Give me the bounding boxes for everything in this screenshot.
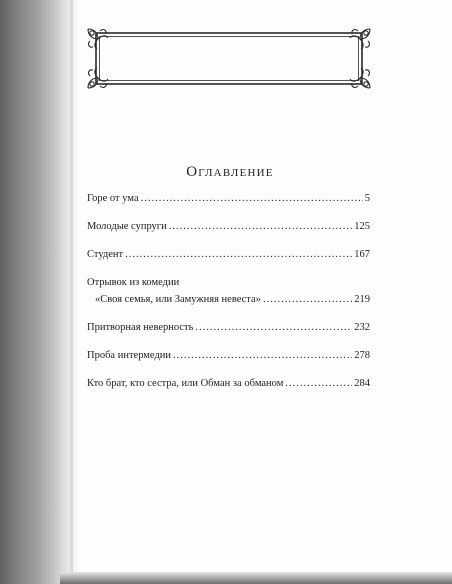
toc-entry-pritvornaya-nevernost[interactable]	[87, 321, 370, 334]
toc-entry-subtitle: «Своя семья, или Замужняя невеста»	[95, 294, 261, 305]
page-gutter-edge	[70, 0, 73, 584]
toc-entry-otryvok-iz-komedii[interactable]	[87, 276, 370, 306]
toc-entry-title: Молодые супруги	[87, 221, 167, 232]
toc-entry-page: 125	[354, 221, 370, 232]
toc-entry-title: Кто брат, кто сестра, или Обман за обманом	[87, 378, 284, 389]
toc-dot-leader	[141, 192, 363, 205]
toc-entry-title: Студент	[87, 249, 124, 260]
page-bottom-edge	[60, 572, 452, 584]
toc-entry-kto-brat-kto-sestra[interactable]	[87, 377, 370, 390]
page-gutter-shadow	[0, 0, 78, 584]
toc-dot-leader	[285, 377, 352, 390]
toc-entry-page: 278	[354, 350, 370, 361]
toc-entry-page: 232	[354, 322, 370, 333]
toc-entry-molodye-suprugi[interactable]	[87, 220, 370, 233]
toc-entry-title: Горе от ума	[87, 193, 139, 204]
toc-entry-title: Притворная неверность	[87, 322, 194, 333]
toc-entry-title: Отрывок из комедии	[87, 277, 180, 288]
toc-entry-page: 219	[354, 294, 370, 305]
toc-dot-leader	[195, 321, 352, 334]
toc-entry-page: 284	[354, 378, 370, 389]
ornamental-frame-icon	[86, 27, 372, 90]
toc-entry-page: 5	[364, 193, 370, 204]
toc-dot-leader	[173, 349, 352, 362]
toc-entry-gore-ot-uma[interactable]	[87, 192, 370, 205]
toc-entry-student[interactable]	[87, 248, 370, 261]
toc-entry-title: Проба интермедии	[87, 350, 172, 361]
toc-dot-leader	[169, 220, 353, 233]
page-title: Оглавление	[186, 164, 274, 180]
toc-dot-leader	[125, 248, 352, 261]
toc-dot-leader	[263, 293, 352, 306]
table-of-contents	[87, 192, 370, 405]
toc-entry-page: 167	[354, 249, 370, 260]
toc-entry-proba-intermedii[interactable]	[87, 349, 370, 362]
